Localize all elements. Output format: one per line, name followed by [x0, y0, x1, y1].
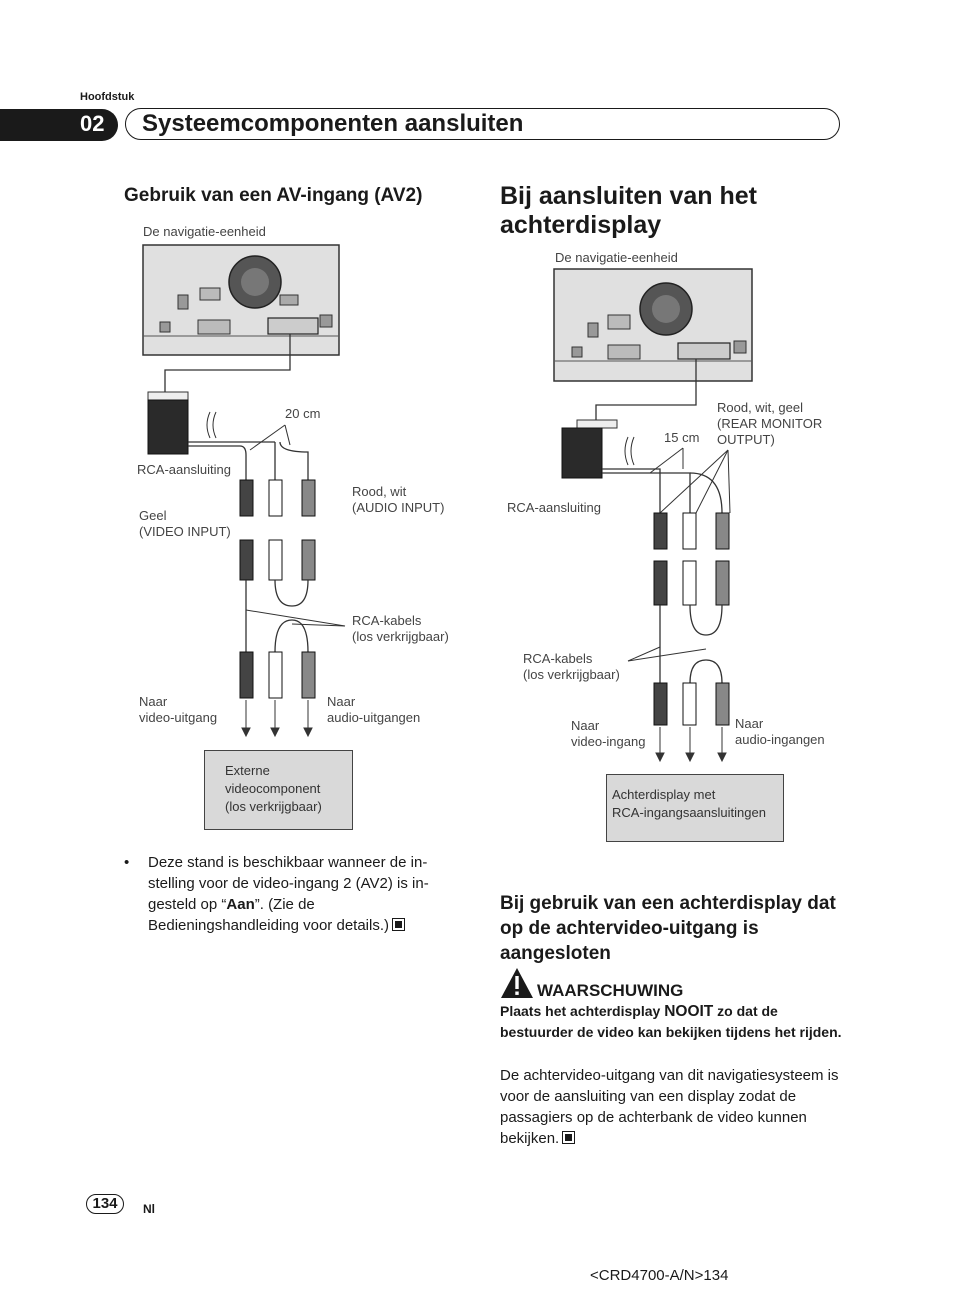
chapter-label: Hoofdstuk — [80, 91, 135, 103]
upper-rca-jacks — [240, 540, 315, 580]
lower-rca-plugs — [240, 652, 315, 698]
upper-rca-jacks — [654, 561, 729, 605]
right-cable-length: 15 cm — [664, 430, 700, 445]
av2-note-post: ”. (Zie de Bedieningshandleiding voor details.) — [148, 896, 389, 934]
lower-rca-plugs — [654, 683, 729, 725]
rear-output-body-text: De achtervideo-uitgang van dit navigatiesysteem is voor de aansluiting van een display zodat de passagiers op de achterbank de video kunnen bekijken. — [500, 1067, 839, 1147]
document-code: <CRD4700-A/N>134 — [590, 1267, 729, 1284]
av-input-heading: Gebruik van een AV-ingang (AV2) — [124, 185, 423, 206]
left-rca-cables-label: RCA-kabels (los verkrijgbaar) — [352, 613, 449, 644]
warning-triangle-icon — [500, 967, 534, 999]
rear-output-subheading: Bij gebruik van een achterdisplay dat op de achtervideo-uitgang is aangesloten — [500, 893, 836, 964]
yellow-video-label: Geel (VIDEO INPUT) — [139, 508, 231, 539]
right-unit-label: De navigatie-eenheid — [555, 250, 678, 265]
upper-rca-plugs — [240, 480, 315, 516]
warning-post: zo dat de bestuurder de video kan bekijken tijdens het rijden. — [500, 1003, 842, 1040]
warning-title: WAARSCHUWING — [537, 981, 684, 1000]
warning-nooit: NOOIT — [664, 1003, 714, 1020]
audio-input-label: Rood, wit (AUDIO INPUT) — [352, 484, 445, 515]
rear-display-box: Achterdisplay met RCA-ingangsaansluitingen — [606, 774, 784, 842]
language-code: Nl — [143, 1202, 155, 1216]
rear-output-body — [500, 1065, 845, 1149]
rear-display-heading: Bij aansluiten van het achterdisplay — [500, 182, 758, 239]
right-connection-diagram — [500, 265, 840, 785]
end-mark-icon — [562, 1131, 575, 1144]
to-audio-inputs-label: Naar audio-ingangen — [735, 716, 825, 747]
av2-note-pre: Deze stand is beschikbaar wanneer de in-stelling voor de video-ingang 2 (AV2) is in-gesteld op “ — [148, 854, 429, 913]
warning-text — [500, 1001, 845, 1043]
rear-monitor-output-label: Rood, wit, geel (REAR MONITOR OUTPUT) — [717, 400, 823, 447]
rear-monitor-port — [678, 343, 730, 359]
to-video-output-label: Naar video-uitgang — [139, 694, 218, 725]
chapter-number: 02 — [80, 111, 105, 136]
rca-plug-block — [562, 428, 602, 478]
warning-pre: Plaats het achterdisplay — [500, 1003, 665, 1019]
chapter-title: Systeemcomponenten aansluiten — [142, 110, 524, 137]
to-audio-outputs-label: Naar audio-uitgangen — [327, 694, 421, 725]
left-rca-connector-label: RCA-aansluiting — [137, 462, 231, 477]
rca-plug-block — [148, 400, 188, 454]
arrow-icons — [242, 700, 312, 736]
right-rca-connector-label: RCA-aansluiting — [507, 500, 601, 515]
av-connector-port — [268, 318, 318, 334]
arrow-icons — [656, 727, 726, 761]
external-video-component-box: Externe videocomponent (los verkrijgbaar) — [204, 750, 353, 830]
upper-rca-plugs — [654, 513, 729, 549]
bullet-dot: • — [124, 854, 130, 871]
av2-note-bold: Aan — [226, 896, 255, 913]
to-video-input-label: Naar video-ingang — [571, 718, 646, 749]
av2-note — [148, 852, 458, 936]
page-number: 134 — [86, 1194, 124, 1214]
left-unit-label: De navigatie-eenheid — [143, 224, 266, 239]
end-mark-icon — [392, 918, 405, 931]
right-rca-cables-label: RCA-kabels (los verkrijgbaar) — [523, 651, 620, 682]
left-cable-length: 20 cm — [285, 406, 321, 421]
